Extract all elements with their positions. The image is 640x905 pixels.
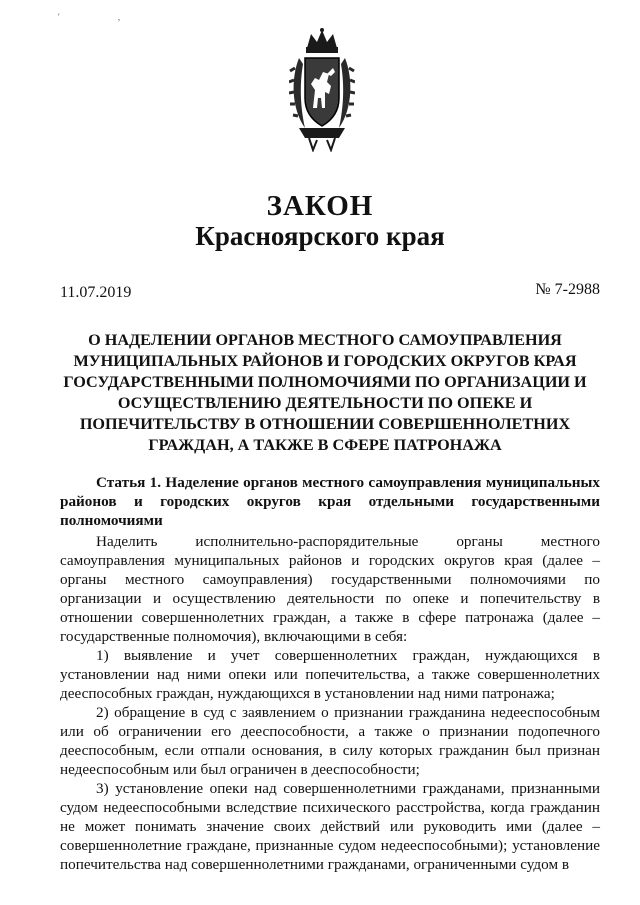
law-title: ЗАКОН: [266, 190, 374, 222]
law-number: № 7-2988: [535, 281, 600, 298]
article-1-title: Статья 1. Наделение органов местного самоуправления муниципальных районов и городских округов края отдельными государственными полномочиями: [60, 474, 600, 529]
law-date: 11.07.2019: [60, 284, 132, 301]
law-subtitle: Красноярского края: [195, 221, 445, 251]
article-1-item-3: 3) установление опеки над совершеннолетними гражданами, признанными судом недееспособными вследствие психического расстройства, когда гражданин не может понимать значение своих действий или руководить ими (далее – совершеннолетние граждане, признанные судом недееспособными); установление попечительства над совершеннолетними гражданами, ограниченными судом в: [60, 780, 600, 873]
coat-of-arms-emblem: [289, 28, 355, 152]
scan-corner-marks: ' ,: [58, 12, 149, 22]
article-1-item-2: 2) обращение в суд с заявлением о признании гражданина недееспособным или об ограничении его дееспособности, а также о признании подопечного дееспособным, если отпали основания, в силу которых гражданин был признан недееспособным или был ограничен в дееспособности;: [60, 704, 600, 778]
article-1-paragraph: Наделить исполнительно-распорядительные органы местного самоуправления муниципальных районов и городских округов края (далее – органы местного самоуправления) государственными полномочиями по организации и осуществлению деятельности по опеке и попечительству в отношении совершеннолетних граждан, а также в сфере патронажа (далее – государственные полномочия), включающими в себя:: [60, 533, 600, 645]
article-body: [60, 473, 600, 874]
law-heading: О НАДЕЛЕНИИ ОРГАНОВ МЕСТНОГО САМОУПРАВЛЕНИЯ МУНИЦИПАЛЬНЫХ РАЙОНОВ И ГОРОДСКИХ ОКРУГОВ КРАЯ ГОСУДАРСТВЕННЫМИ ПОЛНОМОЧИЯМИ ПО ОРГАНИЗАЦИИ И ОСУЩЕСТВЛЕНИЮ ДЕЯТЕЛЬНОСТИ ПО ОПЕКЕ И ПОПЕЧИТЕЛЬСТВУ В ОТНОШЕНИИ СОВЕРШЕННОЛЕТНИХ ГРАЖДАН, А ТАКЖЕ В СФЕРЕ ПАТРОНАЖА: [63, 331, 587, 454]
crown-icon: [306, 28, 338, 53]
article-1-item-1: 1) выявление и учет совершеннолетних граждан, нуждающихся в установлении над ними опеки или попечительства, а также совершеннолетних дееспособных граждан, нуждающихся в установлении над ними патронажа;: [60, 647, 600, 702]
